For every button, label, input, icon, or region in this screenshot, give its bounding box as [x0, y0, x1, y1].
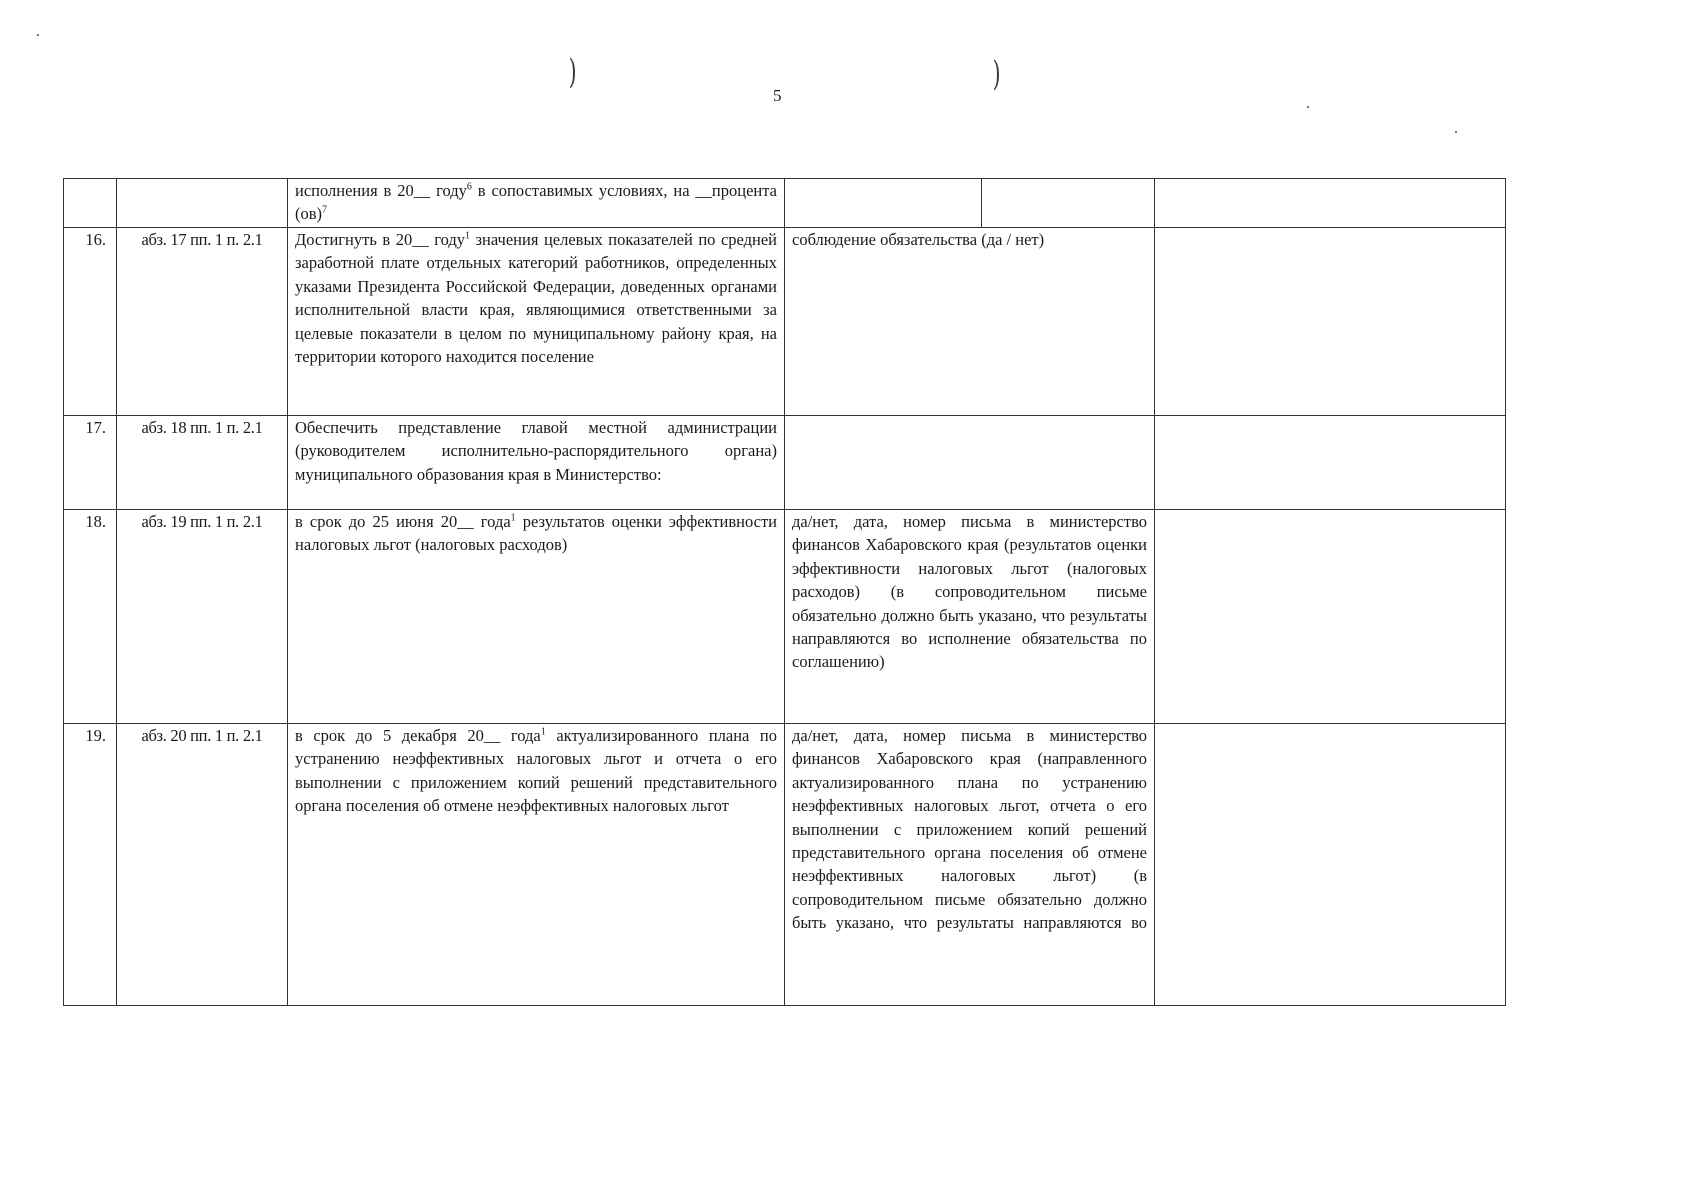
scan-speck [1455, 131, 1457, 133]
row-obligation-text: исполнения в 20__ году$^6$ в сопоставимых условиях, на __процента (ов)$^7$ [288, 179, 785, 228]
row-criteria: да/нет, дата, номер письма в министерство финансов Хабаровского края (направленного актуализированного плана по устранению неэффективных налоговых льгот, отчета о его выполнении с приложением копий решений представительного органа поселения об отмене неэффективных налоговых льгот) (в сопроводительном письме обязательно должно быть указано, что результаты направляются во [785, 724, 1155, 1006]
row-extra [1155, 416, 1506, 510]
row-number [64, 179, 117, 228]
table-row [64, 510, 1506, 724]
row-criteria: соблюдение обязательства (да / нет) [785, 228, 1155, 416]
scan-mark-left: ) [568, 52, 577, 92]
row-criteria [785, 179, 1155, 228]
table-row [64, 228, 1506, 416]
row-obligation-text: Обеспечить представление главой местной администрации (руководителем исполнительно-распорядительного органа) муниципального образования края в Министерство: [288, 416, 785, 510]
row-number: 16. [64, 228, 117, 416]
row-reference: абз. 17 пп. 1 п. 2.1 [117, 228, 288, 416]
row-extra [1155, 724, 1506, 1006]
row-reference: абз. 20 пп. 1 п. 2.1 [117, 724, 288, 1006]
row-obligation-text: в срок до 5 декабря 20__ года$^1$ актуализированного плана по устранению неэффективных налоговых льгот и отчета о его выполнении с приложением копий решений представительного органа поселения об отмене неэффективных налоговых льгот [288, 724, 785, 1006]
table-row [64, 179, 1506, 228]
scan-mark-right: ) [992, 54, 1001, 94]
row-criteria: да/нет, дата, номер письма в министерство финансов Хабаровского края (результатов оценки эффективности налоговых льгот (налоговых расходов) (в сопроводительном письме обязательно должно быть указано, что результаты направляются во исполнение обязательства по соглашению) [785, 510, 1155, 724]
row-criteria [785, 416, 1155, 510]
cell-divider [981, 179, 982, 228]
row-extra [1155, 179, 1506, 228]
row-number: 18. [64, 510, 117, 724]
row-extra [1155, 510, 1506, 724]
row-number: 17. [64, 416, 117, 510]
table-row [64, 416, 1506, 510]
scan-speck [37, 34, 39, 36]
row-obligation-text: Достигнуть в 20__ году$^1$ значения целевых показателей по средней заработной плате отдельных категорий работников, определенных указами Президента Российской Федерации, доведенных органами исполнительной власти края, являющимися ответственными за целевые показатели в целом по муниципальному району края, на территории которого находится поселение [288, 228, 785, 416]
row-obligation-text: в срок до 25 июня 20__ года$^1$ результатов оценки эффективности налоговых льгот (налоговых расходов) [288, 510, 785, 724]
table-row [64, 724, 1506, 1006]
page-number: 5 [773, 86, 782, 105]
row-reference: абз. 19 пп. 1 п. 2.1 [117, 510, 288, 724]
row-reference [117, 179, 288, 228]
scan-speck [1307, 106, 1309, 108]
row-extra [1155, 228, 1506, 416]
row-number: 19. [64, 724, 117, 1006]
obligations-table [63, 178, 1506, 1006]
row-reference: абз. 18 пп. 1 п. 2.1 [117, 416, 288, 510]
